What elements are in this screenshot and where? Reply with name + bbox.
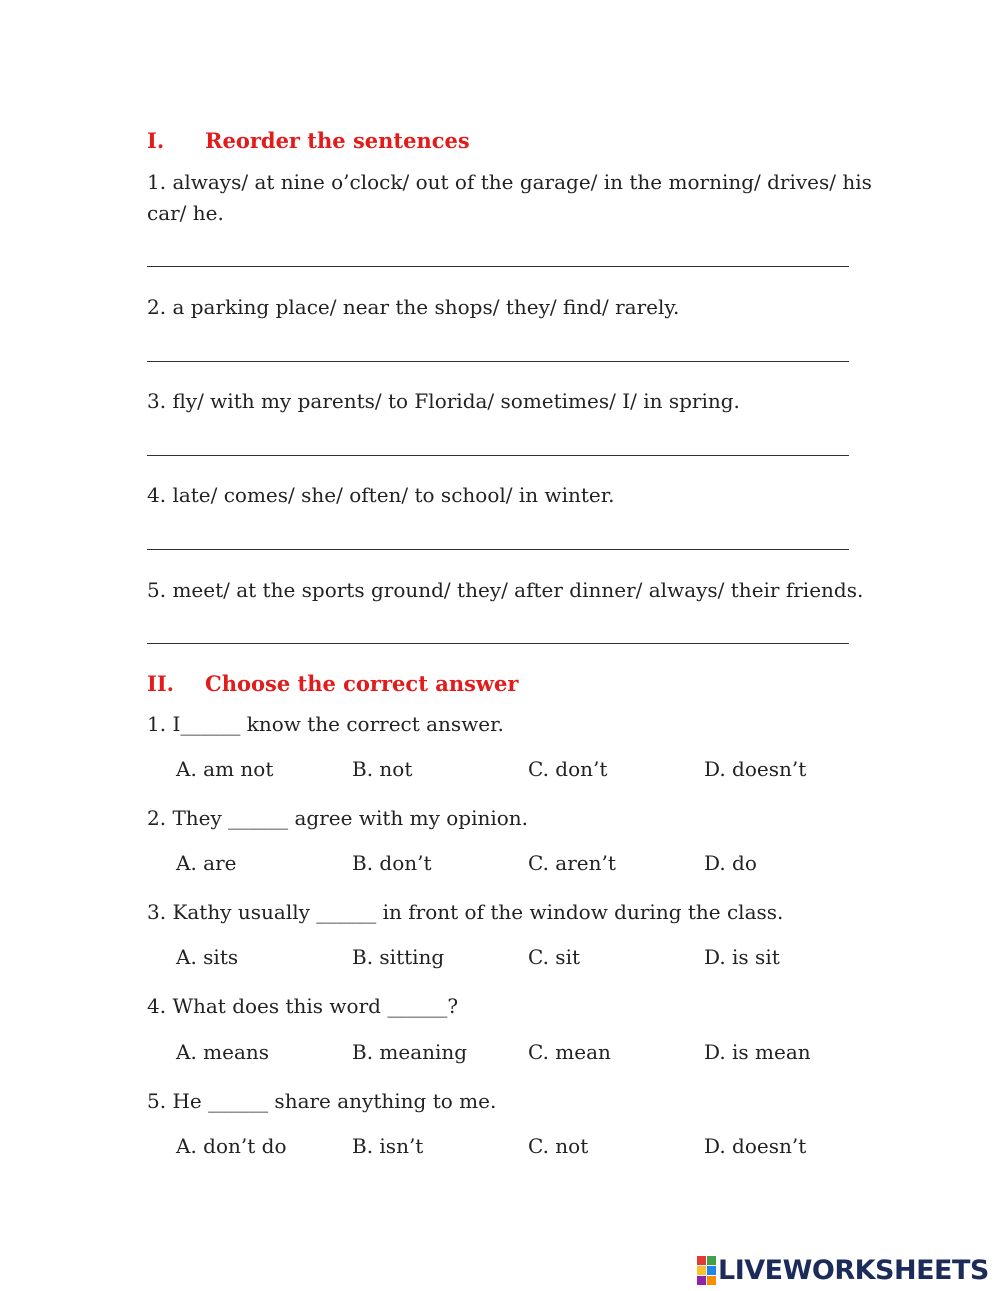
mc-question-4: 4. What does this word ______? (147, 994, 459, 1018)
answer-line-3[interactable] (147, 455, 849, 456)
logo-block (707, 1276, 716, 1285)
mc-q5-option-a[interactable]: A. don’t do (176, 1134, 287, 1158)
section-2-number: II. (147, 671, 174, 696)
liveworksheets-logo (697, 1256, 989, 1284)
answer-line-4[interactable] (147, 549, 849, 550)
mc-q2-option-b[interactable]: B. don’t (352, 851, 432, 875)
mc-q1-option-d[interactable]: D. doesn’t (704, 757, 807, 781)
logo-block (697, 1256, 706, 1265)
mc-q3-option-c[interactable]: C. sit (528, 945, 581, 969)
logo-block (697, 1276, 706, 1285)
mc-q1-option-b[interactable]: B. not (352, 757, 413, 781)
mc-q4-option-b[interactable]: B. meaning (352, 1040, 468, 1064)
reorder-question-1 (147, 167, 872, 229)
reorder-question-5: 5. meet/ at the sports ground/ they/ after dinner/ always/ their friends. (147, 578, 864, 602)
reorder-question-3: 3. fly/ with my parents/ to Florida/ sometimes/ I/ in spring. (147, 389, 740, 413)
mc-q4-option-c[interactable]: C. mean (528, 1040, 611, 1064)
mc-q3-option-b[interactable]: B. sitting (352, 945, 445, 969)
reorder-question-1-line-2: car/ he. (147, 201, 224, 225)
logo-block (707, 1256, 716, 1265)
mc-q1-option-c[interactable]: C. don’t (528, 757, 608, 781)
section-1-number: I. (147, 128, 165, 153)
reorder-question-2: 2. a parking place/ near the shops/ they/ find/ rarely. (147, 295, 680, 319)
mc-question-1: 1. I______ know the correct answer. (147, 712, 504, 736)
logo-block (707, 1266, 716, 1275)
answer-line-1[interactable] (147, 266, 849, 267)
mc-q2-option-c[interactable]: C. aren’t (528, 851, 616, 875)
answer-line-2[interactable] (147, 361, 849, 362)
mc-q4-option-d[interactable]: D. is mean (704, 1040, 811, 1064)
mc-q4-option-a[interactable]: A. means (176, 1040, 270, 1064)
reorder-question-4: 4. late/ comes/ she/ often/ to school/ in winter. (147, 483, 615, 507)
mc-q5-option-d[interactable]: D. doesn’t (704, 1134, 807, 1158)
logo-block (697, 1266, 706, 1275)
mc-q2-option-d[interactable]: D. do (704, 851, 757, 875)
mc-q5-option-c[interactable]: C. not (528, 1134, 589, 1158)
mc-question-3: 3. Kathy usually ______ in front of the window during the class. (147, 900, 784, 924)
section-2-title: Choose the correct answer (205, 671, 519, 696)
mc-q3-option-a[interactable]: A. sits (176, 945, 239, 969)
logo-blocks-icon (697, 1256, 716, 1285)
reorder-question-1-line-1: 1. always/ at nine o’clock/ out of the garage/ in the morning/ drives/ his (147, 170, 872, 194)
mc-question-2: 2. They ______ agree with my opinion. (147, 806, 529, 830)
logo-text: LIVEWORKSHEETS (718, 1254, 989, 1286)
section-1-title: Reorder the sentences (205, 128, 470, 153)
mc-q3-option-d[interactable]: D. is sit (704, 945, 780, 969)
mc-q5-option-b[interactable]: B. isn’t (352, 1134, 424, 1158)
mc-q2-option-a[interactable]: A. are (176, 851, 237, 875)
mc-q1-option-a[interactable]: A. am not (176, 757, 274, 781)
mc-question-5: 5. He ______ share anything to me. (147, 1089, 497, 1113)
answer-line-5[interactable] (147, 643, 849, 644)
